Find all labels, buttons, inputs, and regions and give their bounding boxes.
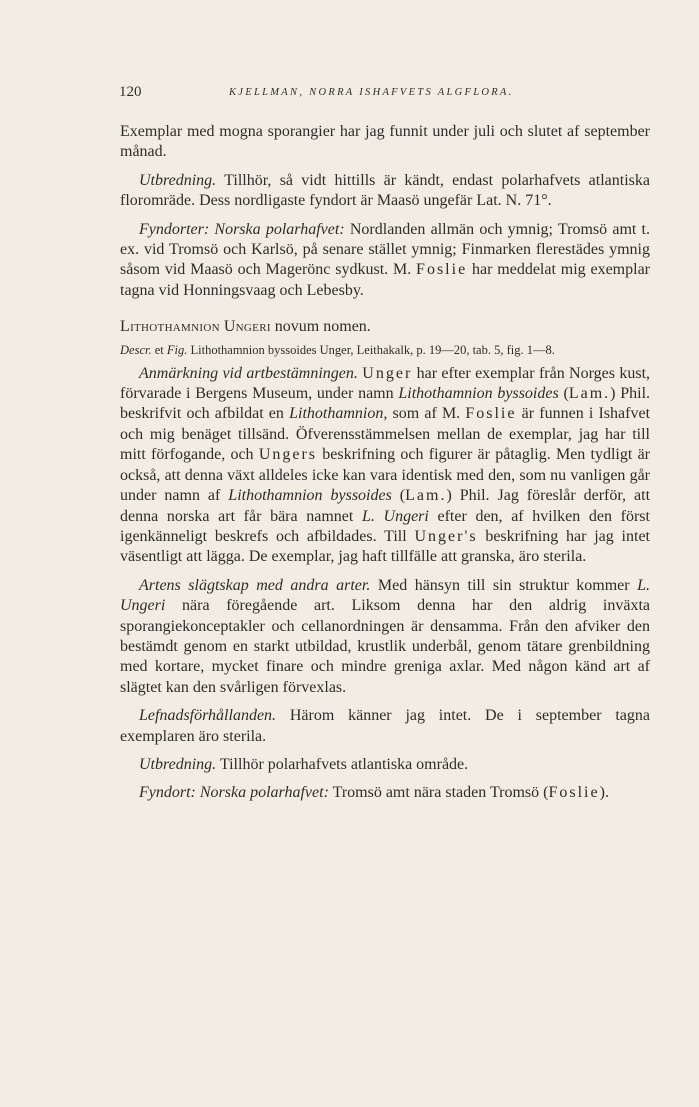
section-label: Anmärkning vid artbestämningen. (139, 364, 358, 382)
paragraph-remark: Anmärkning vid artbestämningen. Unger har efter exemplar från Norges kust, förvarade i Bergens Museum, under namn Lithothamnion byssoides (Lam.) Phil. beskrifvit och afbildat en Lithothamnion, som af M. Foslie är funnen i Ishafvet och mig benäget tillsänd. Öfverensstämmelsen mellan de exemplar, jag har till mitt förfogande, och Ungers beskrifning och figurer är påtaglig. Men tydligt är också, att denna växt alldeles icke kan vara identisk med den, som nu vanligen går under namn af Lithothamnion byssoides (Lam.) Phil. Jag föreslår derför, att denna norska art får bära namnet L. Ungeri efter den, af hvilken den först igenkänneligt beskrefs och afbildades. Till Unger's beskrifning har jag intet väsentligt att lägga. De exemplar, jag haft tillfälle att granska, äro sterila. (120, 364, 651, 566)
section-label: Lefnadsförhållanden. (139, 707, 277, 725)
paragraph-localities-1: Fyndorter: Norska polarhafvet: Nordlanden allmän och ymnig; Tromsö amt t. ex. vid Tromsö och Karlsö, på senare stället ymnig; Finmarken flerestädes ymnig såsom vid Maasö och Magerönс sydkust. M. Foslie har meddelat mig exemplar tagna vid Honningsvaag och Lebesby. (120, 220, 651, 299)
paragraph-locality-2: Fyndort: Norska polarhafvet: Tromsö amt nära staden Tromsö (Foslie). (139, 784, 609, 802)
paragraph-affinity: Artens slägtskap med andra arter. Med hänsyn till sin struktur kommer L. Ungeri nära föregående art. Liksom denna har den aldrig inväxta sporangiekonceptakler och cellanordningen är densamma. Från den afviker den bestämdt genom en starkt utbildad, krustlik underbål, genom tätare grenbildning med kortare, mycket finare och mindre greniga axlar. Med någon känd art af slägtet kan den svårligen förvexlas. (120, 576, 651, 696)
section-label: Utbredning. (139, 755, 217, 773)
page-number: 120 (119, 84, 142, 100)
description-reference: Descr. et Fig. Lithothamnion byssoides Unger, Leithakalk, p. 19—20, tab. 5, fig. 1—8. (120, 342, 555, 357)
section-label: Artens slägtskap med andra arter. (139, 576, 371, 594)
author-name: Foslie (548, 784, 600, 802)
page-header (119, 84, 649, 104)
section-label: Fyndort: Norska polarhafvet: (139, 784, 329, 802)
paragraph-distribution-1: Utbredning. Tillhör, så vidt hittills är kändt, endast polarhafvets atlantiska floromräde. Dess nordligaste fyndort är Maasö ungefär Lat. N. 71°. (120, 171, 650, 210)
section-label: Fyndorter: Norska polarhafvet: (139, 220, 345, 238)
page-body (120, 122, 650, 804)
section-label: Utbredning. (139, 171, 217, 189)
paragraph-distribution-2: Utbredning. Tillhör polarhafvets atlantiska område. (139, 755, 469, 773)
paragraph-habitat: Lefnadsförhållanden. Härom känner jag intet. De i september tagna exemplaren äro sterila. (120, 707, 650, 745)
author-name: Foslie (416, 261, 468, 279)
species-heading: Lithothamnion Ungeri novum nomen. (120, 318, 371, 336)
running-title: KJELLMAN, NORRA ISHAFVETS ALGFLORA. (229, 87, 514, 98)
paragraph-sporangia: Exemplar med mogna sporangier har jag funnit under juli och slutet af september månad. (120, 123, 650, 161)
